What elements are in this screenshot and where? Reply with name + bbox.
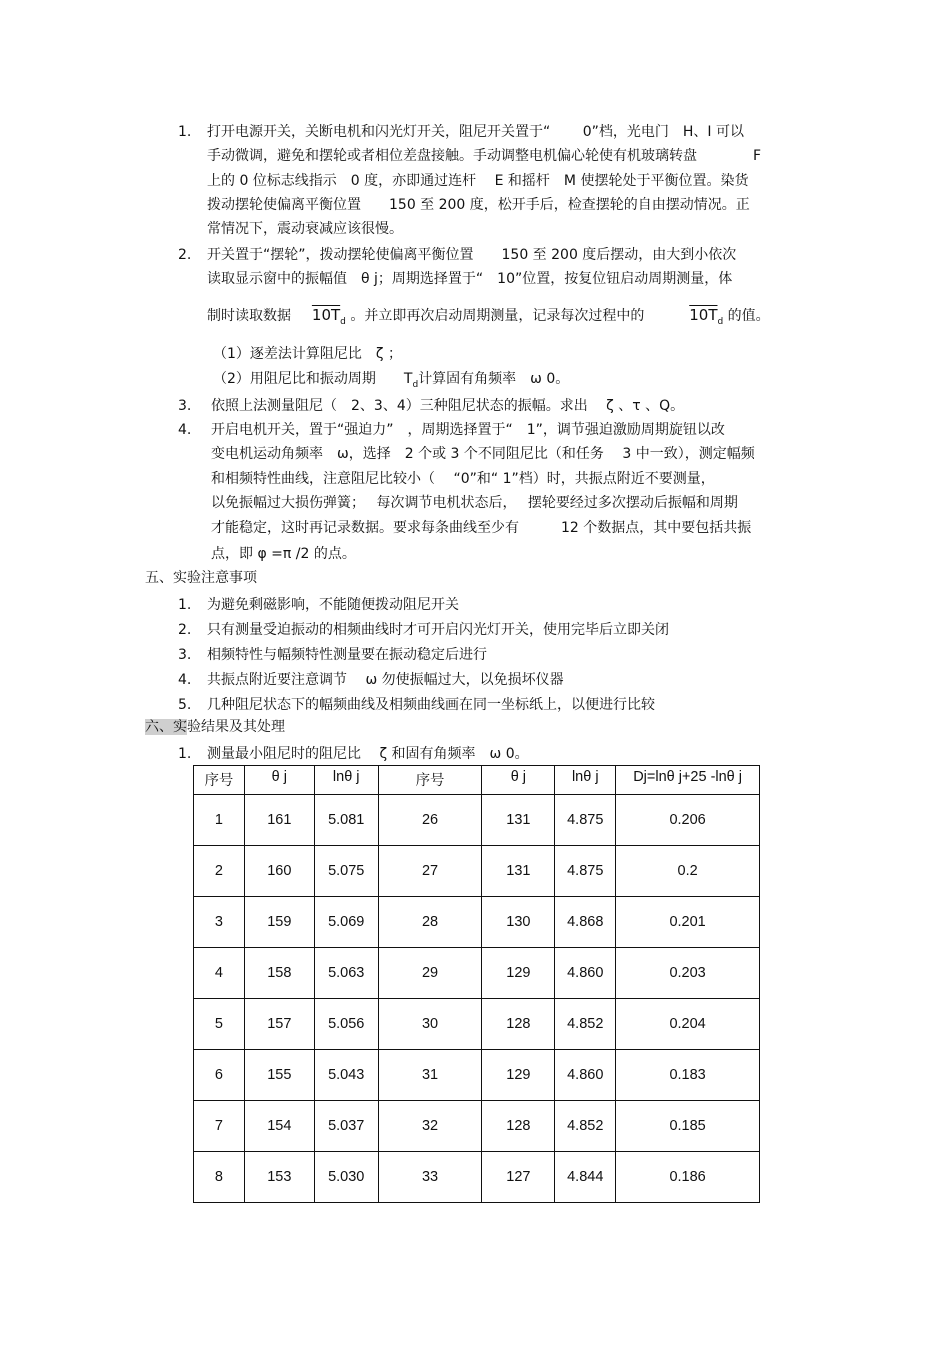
step-1-line-1: 打开电源开关，关断电机和闪光灯开关，阻尼开关置于“ 0”档，光电门 H、I 可以 [207,124,744,140]
table-cell: 4.868 [555,897,616,948]
header-difference: Dj=lnθ j+25 -lnθ j [616,766,760,795]
header-theta-2: θ j [482,766,555,795]
step-2-line-1: 开关置于“摆轮”，拨动摆轮使偏离平衡位置 150 至 200 度后摆动，由大到小依次 [207,247,737,263]
table-cell: 1 [194,795,245,846]
table-cell: 4.875 [555,795,616,846]
period-10td-symbol-2: 10T [689,306,718,324]
step-4-line-6: 点，即 φ =π /2 的点。 [211,546,356,562]
header-ln-theta-2: lnθ j [555,766,616,795]
table-cell: 5.056 [314,999,378,1050]
table-cell: 158 [244,948,314,999]
table-cell: 4.852 [555,1101,616,1152]
header-ln-theta-1: lnθ j [314,766,378,795]
table-cell: 130 [482,897,555,948]
result-1-number: 1. [178,746,192,762]
step-4-number: 4. [178,422,192,438]
table-cell: 154 [244,1101,314,1152]
sub-item-2-text: （2）用阻尼比和振动周期 T [213,371,413,387]
table-cell: 157 [244,999,314,1050]
table-cell: 0.203 [616,948,760,999]
table-cell: 155 [244,1050,314,1101]
section-6-title-highlight: 六、实 [145,719,187,735]
table-cell: 32 [378,1101,482,1152]
section-6-title-rest: 验结果及其处理 [187,719,285,735]
sub-item-2-subscript: d [412,379,419,390]
note-5-text: 几种阻尼状态下的幅频曲线及相频曲线画在同一坐标纸上，以便进行比较 [207,697,655,713]
table-cell: 0.183 [616,1050,760,1101]
step-4-line-5: 才能稳定，这时再记录数据。要求每条曲线至少有 12 个数据点，其中要包括共振 [211,520,752,536]
table-cell: 29 [378,948,482,999]
table-cell: 128 [482,1101,555,1152]
table-cell: 131 [482,795,555,846]
table-cell: 4.875 [555,846,616,897]
table-cell: 8 [194,1152,245,1203]
table-cell: 4.852 [555,999,616,1050]
note-4-number: 4. [178,672,192,688]
table-row [194,846,760,897]
period-sub-1: d [340,316,346,327]
step-2-line-3-middle: 。并立即再次启动周期测量，记录每次过程中的 [350,308,645,324]
table-cell: 5.069 [314,897,378,948]
table-cell: 28 [378,897,482,948]
table-row [194,1101,760,1152]
header-index-1: 序号 [194,766,245,795]
note-2-number: 2. [178,622,192,638]
sub-item-1: （1）逐差法计算阻尼比 ζ ； [213,346,402,362]
table-cell: 4.860 [555,1050,616,1101]
table-row [194,1152,760,1203]
table-cell: 131 [482,846,555,897]
table-cell: 0.185 [616,1101,760,1152]
table-row [194,999,760,1050]
table-cell: 0.201 [616,897,760,948]
table-cell: 26 [378,795,482,846]
table-cell: 4 [194,948,245,999]
table-row [194,948,760,999]
step-2-line-2: 读取显示窗中的振幅值 θ j；周期选择置于“ 10”位置，按复位钮启动周期测量，体 [207,271,733,287]
header-index-2: 序号 [378,766,482,795]
step-1-line-4: 拨动摆轮使偏离平衡位置 150 至 200 度，松开手后，检查摆轮的自由摆动情况。正 [207,197,750,213]
table-cell: 27 [378,846,482,897]
table-cell: 153 [244,1152,314,1203]
table-cell: 127 [482,1152,555,1203]
step-3-line-1: 依照上法测量阻尼（ 2、3、4）三种阻尼状态的振幅。求出 ζ 、τ 、Q。 [211,398,685,414]
step-1-line-3: 上的 0 位标志线指示 0 度，亦即通过连杆 E 和摇杆 M 使摆轮处于平衡位置。染货 [207,173,749,189]
table-cell: 4.860 [555,948,616,999]
sub-item-2 [213,370,569,394]
table-cell: 5.030 [314,1152,378,1203]
table-cell: 5.043 [314,1050,378,1101]
period-10td-symbol-1: 10T [311,306,341,324]
table-cell: 128 [482,999,555,1050]
note-1-text: 为避免剩磁影响，不能随便拨动阻尼开关 [207,597,459,613]
table-cell: 2 [194,846,245,897]
step-4-line-1: 开启电机开关，置于“强迫力” ，周期选择置于“ 1”，调节强迫激励周期旋钮以改 [211,422,725,438]
step-2-number: 2. [178,247,192,263]
table-cell: 30 [378,999,482,1050]
note-3-text: 相频特性与幅频特性测量要在振动稳定后进行 [207,647,487,663]
step-2-line-3 [207,306,770,331]
table-cell: 0.2 [616,846,760,897]
step-4-line-4: 以免振幅过大损伤弹簧； 每次调节电机状态后， 摆轮要经过多次摆动后振幅和周期 [211,495,738,511]
table-cell: 0.206 [616,795,760,846]
note-3-number: 3. [178,647,192,663]
table-cell: 31 [378,1050,482,1101]
note-2-text: 只有测量受迫振动的相频曲线时才可开启闪光灯开关，使用完毕后立即关闭 [207,622,669,638]
table-cell: 5.063 [314,948,378,999]
table-cell: 159 [244,897,314,948]
step-1-line-5: 常情况下，震动衰减应该很慢。 [207,221,403,237]
step-3-number: 3. [178,398,192,414]
table-cell: 160 [244,846,314,897]
note-1-number: 1. [178,597,192,613]
table-cell: 5.037 [314,1101,378,1152]
result-1-text: 测量最小阻尼时的阻尼比 ζ 和固有角频率 ω 0。 [207,746,529,762]
step-2-line-3-suffix: 的值。 [727,308,770,324]
step-4-line-2: 变电机运动角频率 ω，选择 2 个或 3 个不同阻尼比（和任务 3 中一致），测定幅频 [211,446,755,462]
step-4-line-3: 和相频特性曲线，注意阻尼比较小（ “0”和“ 1”档）时，共振点附近不要测量， [211,471,715,487]
table-row [194,1050,760,1101]
table-cell: 7 [194,1101,245,1152]
table-cell: 161 [244,795,314,846]
period-sub-2: d [717,316,724,327]
note-4-text: 共振点附近要注意调节 ω 勿使振幅过大，以免损坏仪器 [207,672,564,688]
table-cell: 0.204 [616,999,760,1050]
damping-data-table [193,765,760,1203]
step-1-number: 1. [178,124,192,140]
note-5-number: 5. [178,697,192,713]
table-cell: 5.081 [314,795,378,846]
header-theta-1: θ j [244,766,314,795]
step-1-line-2: 手动微调，避免和摆轮或者相位差盘接触。手动调整电机偏心轮使有机玻璃转盘 F [207,148,762,164]
section-5-title: 五、实验注意事项 [145,570,257,586]
table-cell: 5 [194,999,245,1050]
step-2-line-3-prefix: 制时读取数据 [207,308,291,324]
table-cell: 0.186 [616,1152,760,1203]
table-cell: 5.075 [314,846,378,897]
table-cell: 4.844 [555,1152,616,1203]
sub-item-2-text-end: 计算固有角频率 ω 0。 [418,371,570,387]
table-row [194,897,760,948]
table-cell: 6 [194,1050,245,1101]
section-6-title [145,718,285,736]
table-row [194,795,760,846]
table-cell: 3 [194,897,245,948]
table-cell: 129 [482,1050,555,1101]
table-cell: 129 [482,948,555,999]
table-cell: 33 [378,1152,482,1203]
table-header-row [194,766,760,795]
